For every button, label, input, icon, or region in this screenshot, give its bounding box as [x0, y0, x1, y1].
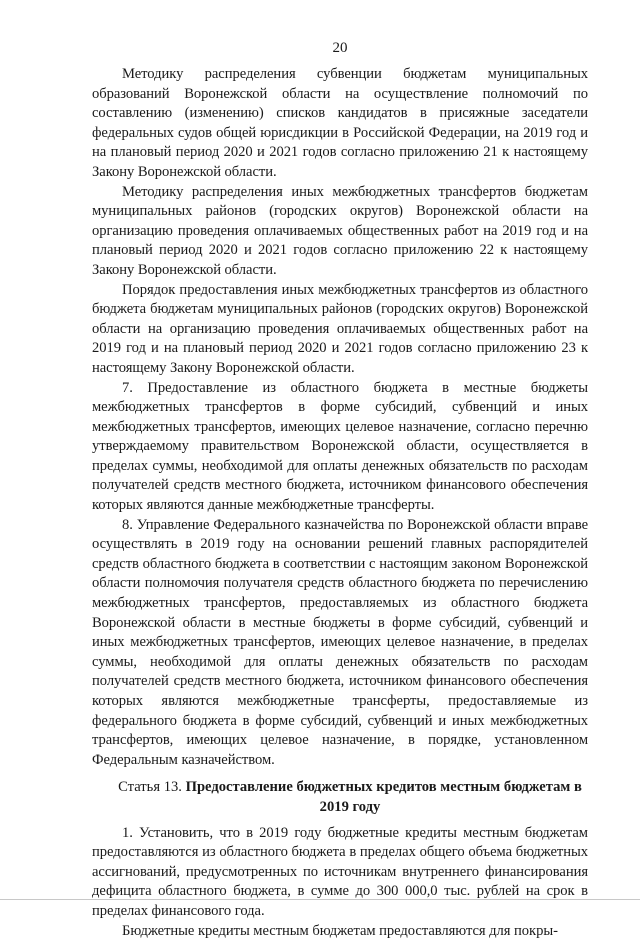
- paragraph-subvention-methodology: Методику распределения субвенции бюджетам муниципальных образований Воронежской области на осуществление полномочий по составлению (изменению) списков кандидатов в присяжные заседатели федеральных судов общей юрисдикции в Российской Федерации, на 2019 год и на плановый период 2020 и 2021 годов согласно приложению 21 к настоящему Закону Воронежской области.: [92, 66, 588, 180]
- paragraph-item-7: 7. Предоставление из областного бюджета в местные бюджеты межбюджетных трансфертов в форме субсидий, субвенций и иных межбюджетных трансфертов, имеющих целевое назначение, согласно перечню утверждаемому правительством Воронежской области, осуществляется в пределах суммы, необходимой для оплаты денежных обязательств по расходам получателей средств местного бюджета, источником финансового обеспечения которых являются данные межбюджетные трансферты.: [92, 379, 588, 514]
- page-number: 20: [332, 40, 348, 56]
- paragraph-item-8: 8. Управление Федерального казначейства по Воронежской области вправе осуществлять в 2019 году на основании решений главных распорядителей средств областного бюджета в соответствии с настоящим законом Воронежской области полномочия получателя средств областного бюджета по перечислению межбюджетных трансфертов, предоставляемых из областного бюджета Воронежской области в местные бюджеты в форме субсидий, субвенций и иных межбюджетных трансфертов, имеющих целевое назначение, в пределах суммы, необходимой для оплаты денежных обязательств по расходам получателей средств местного бюджета, источником финансового обеспечения которых являются межбюджетные трансферты, предоставляемые из федерального бюджета в форме субсидий, субвенций и иных межбюджетных трансфертов, имеющих целевое назначение, в порядке, установленном Федеральным казначейством.: [92, 516, 588, 768]
- article-heading: [92, 778, 588, 817]
- paragraph-public-works-procedure: Порядок предоставления иных межбюджетных трансфертов из областного бюджета бюджетам муниципальных районов (городских округов) Воронежской области на организацию проведения оплачиваемых общественных работ на 2019 год и на плановый период 2020 и 2021 годов согласно приложению 23 к настоящему Закону Воронежской области.: [92, 281, 588, 376]
- paragraph-public-works-methodology: Методику распределения иных межбюджетных трансфертов бюджетам муниципальных районов (городских округов) Воронежской области на организацию проведения оплачиваемых общественных работ на 2019 год и на плановый период 2020 и 2021 годов согласно приложению 22 к настоящему Закону Воронежской области.: [92, 183, 588, 278]
- paragraph-article-13-continuation: Бюджетные кредиты местным бюджетам предоставляются для покры-: [122, 922, 558, 939]
- article-label: Статья 13.: [118, 779, 186, 796]
- article-title: Предоставление бюджетных кредитов местным бюджетам в 2019 году: [185, 779, 582, 815]
- paragraph-article-13-item-1: 1. Установить, что в 2019 году бюджетные кредиты местным бюджетам предоставляются из областного бюджета в пределах общего объема бюджетных ассигнований, предусмотренных по источникам внутреннего финансирования дефицита областного бюджета, в сумме до 300 000,0 тыс. рублей на срок в пределах финансового года.: [92, 824, 588, 919]
- page-bottom-edge: [0, 899, 640, 900]
